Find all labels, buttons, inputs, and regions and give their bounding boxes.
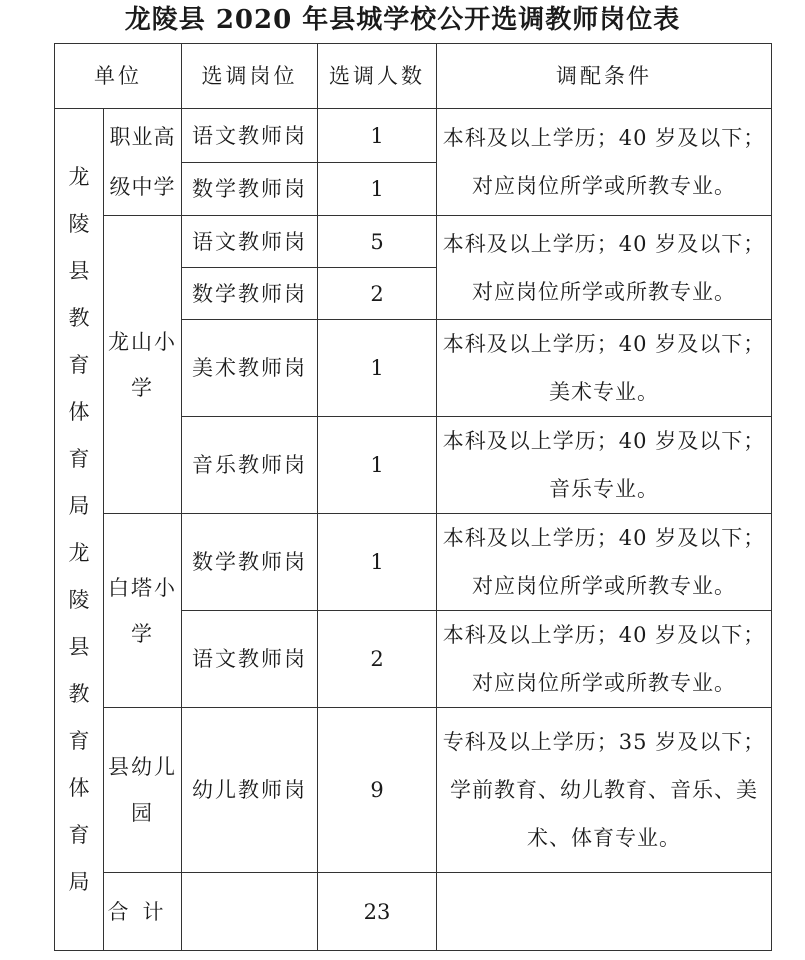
conditions-cell: 专科及以上学历；35 岁及以下； 学前教育、幼儿教育、音乐、美 术、体育专业。 [437,708,772,873]
post-cell: 语文教师岗 [182,611,318,708]
header-unit: 单位 [55,44,182,109]
count-cell: 5 [318,216,437,268]
post-cell: 数学教师岗 [182,163,318,216]
total-count: 23 [318,873,437,951]
conditions-cell: 本科及以上学历；40 岁及以下； 对应岗位所学或所教专业。 [437,216,772,320]
school-longshan: 龙山小学 [104,216,182,514]
header-row [55,44,772,109]
position-table [54,43,772,951]
school-kindergarten: 县幼儿园 [104,708,182,873]
page-title: 龙陵县 2020 年县城学校公开选调教师岗位表 [124,5,681,35]
school-vocational: 职业高级中学 [104,109,182,216]
post-cell: 美术教师岗 [182,320,318,417]
conditions-cell: 本科及以上学历；40 岁及以下； 对应岗位所学或所教专业。 [437,109,772,216]
count-cell: 9 [318,708,437,873]
table-row [55,216,772,268]
department-cell: 龙 陵 县 教 育 体 育 局 龙 陵 县 教 育 体 育 局 [55,109,104,951]
table-row [55,708,772,873]
header-count: 选调人数 [318,44,437,109]
count-cell: 1 [318,320,437,417]
total-empty-post [182,873,318,951]
school-baita: 白塔小学 [104,514,182,708]
post-cell: 语文教师岗 [182,109,318,163]
count-cell: 2 [318,611,437,708]
total-empty-conditions [437,873,772,951]
header-conditions: 调配条件 [437,44,772,109]
post-cell: 语文教师岗 [182,216,318,268]
total-label: 合计 [104,873,182,951]
post-cell: 幼儿教师岗 [182,708,318,873]
conditions-cell: 本科及以上学历；40 岁及以下； 对应岗位所学或所教专业。 [437,611,772,708]
post-cell: 数学教师岗 [182,514,318,611]
header-post: 选调岗位 [182,44,318,109]
count-cell: 1 [318,514,437,611]
count-cell: 1 [318,163,437,216]
count-cell: 1 [318,417,437,514]
count-cell: 1 [318,109,437,163]
total-row [55,873,772,951]
table-row [55,109,772,163]
count-cell: 2 [318,268,437,320]
conditions-cell: 本科及以上学历；40 岁及以下； 美术专业。 [437,320,772,417]
post-cell: 音乐教师岗 [182,417,318,514]
table-row [55,514,772,611]
conditions-cell: 本科及以上学历；40 岁及以下； 对应岗位所学或所教专业。 [437,514,772,611]
post-cell: 数学教师岗 [182,268,318,320]
conditions-cell: 本科及以上学历；40 岁及以下； 音乐专业。 [437,417,772,514]
